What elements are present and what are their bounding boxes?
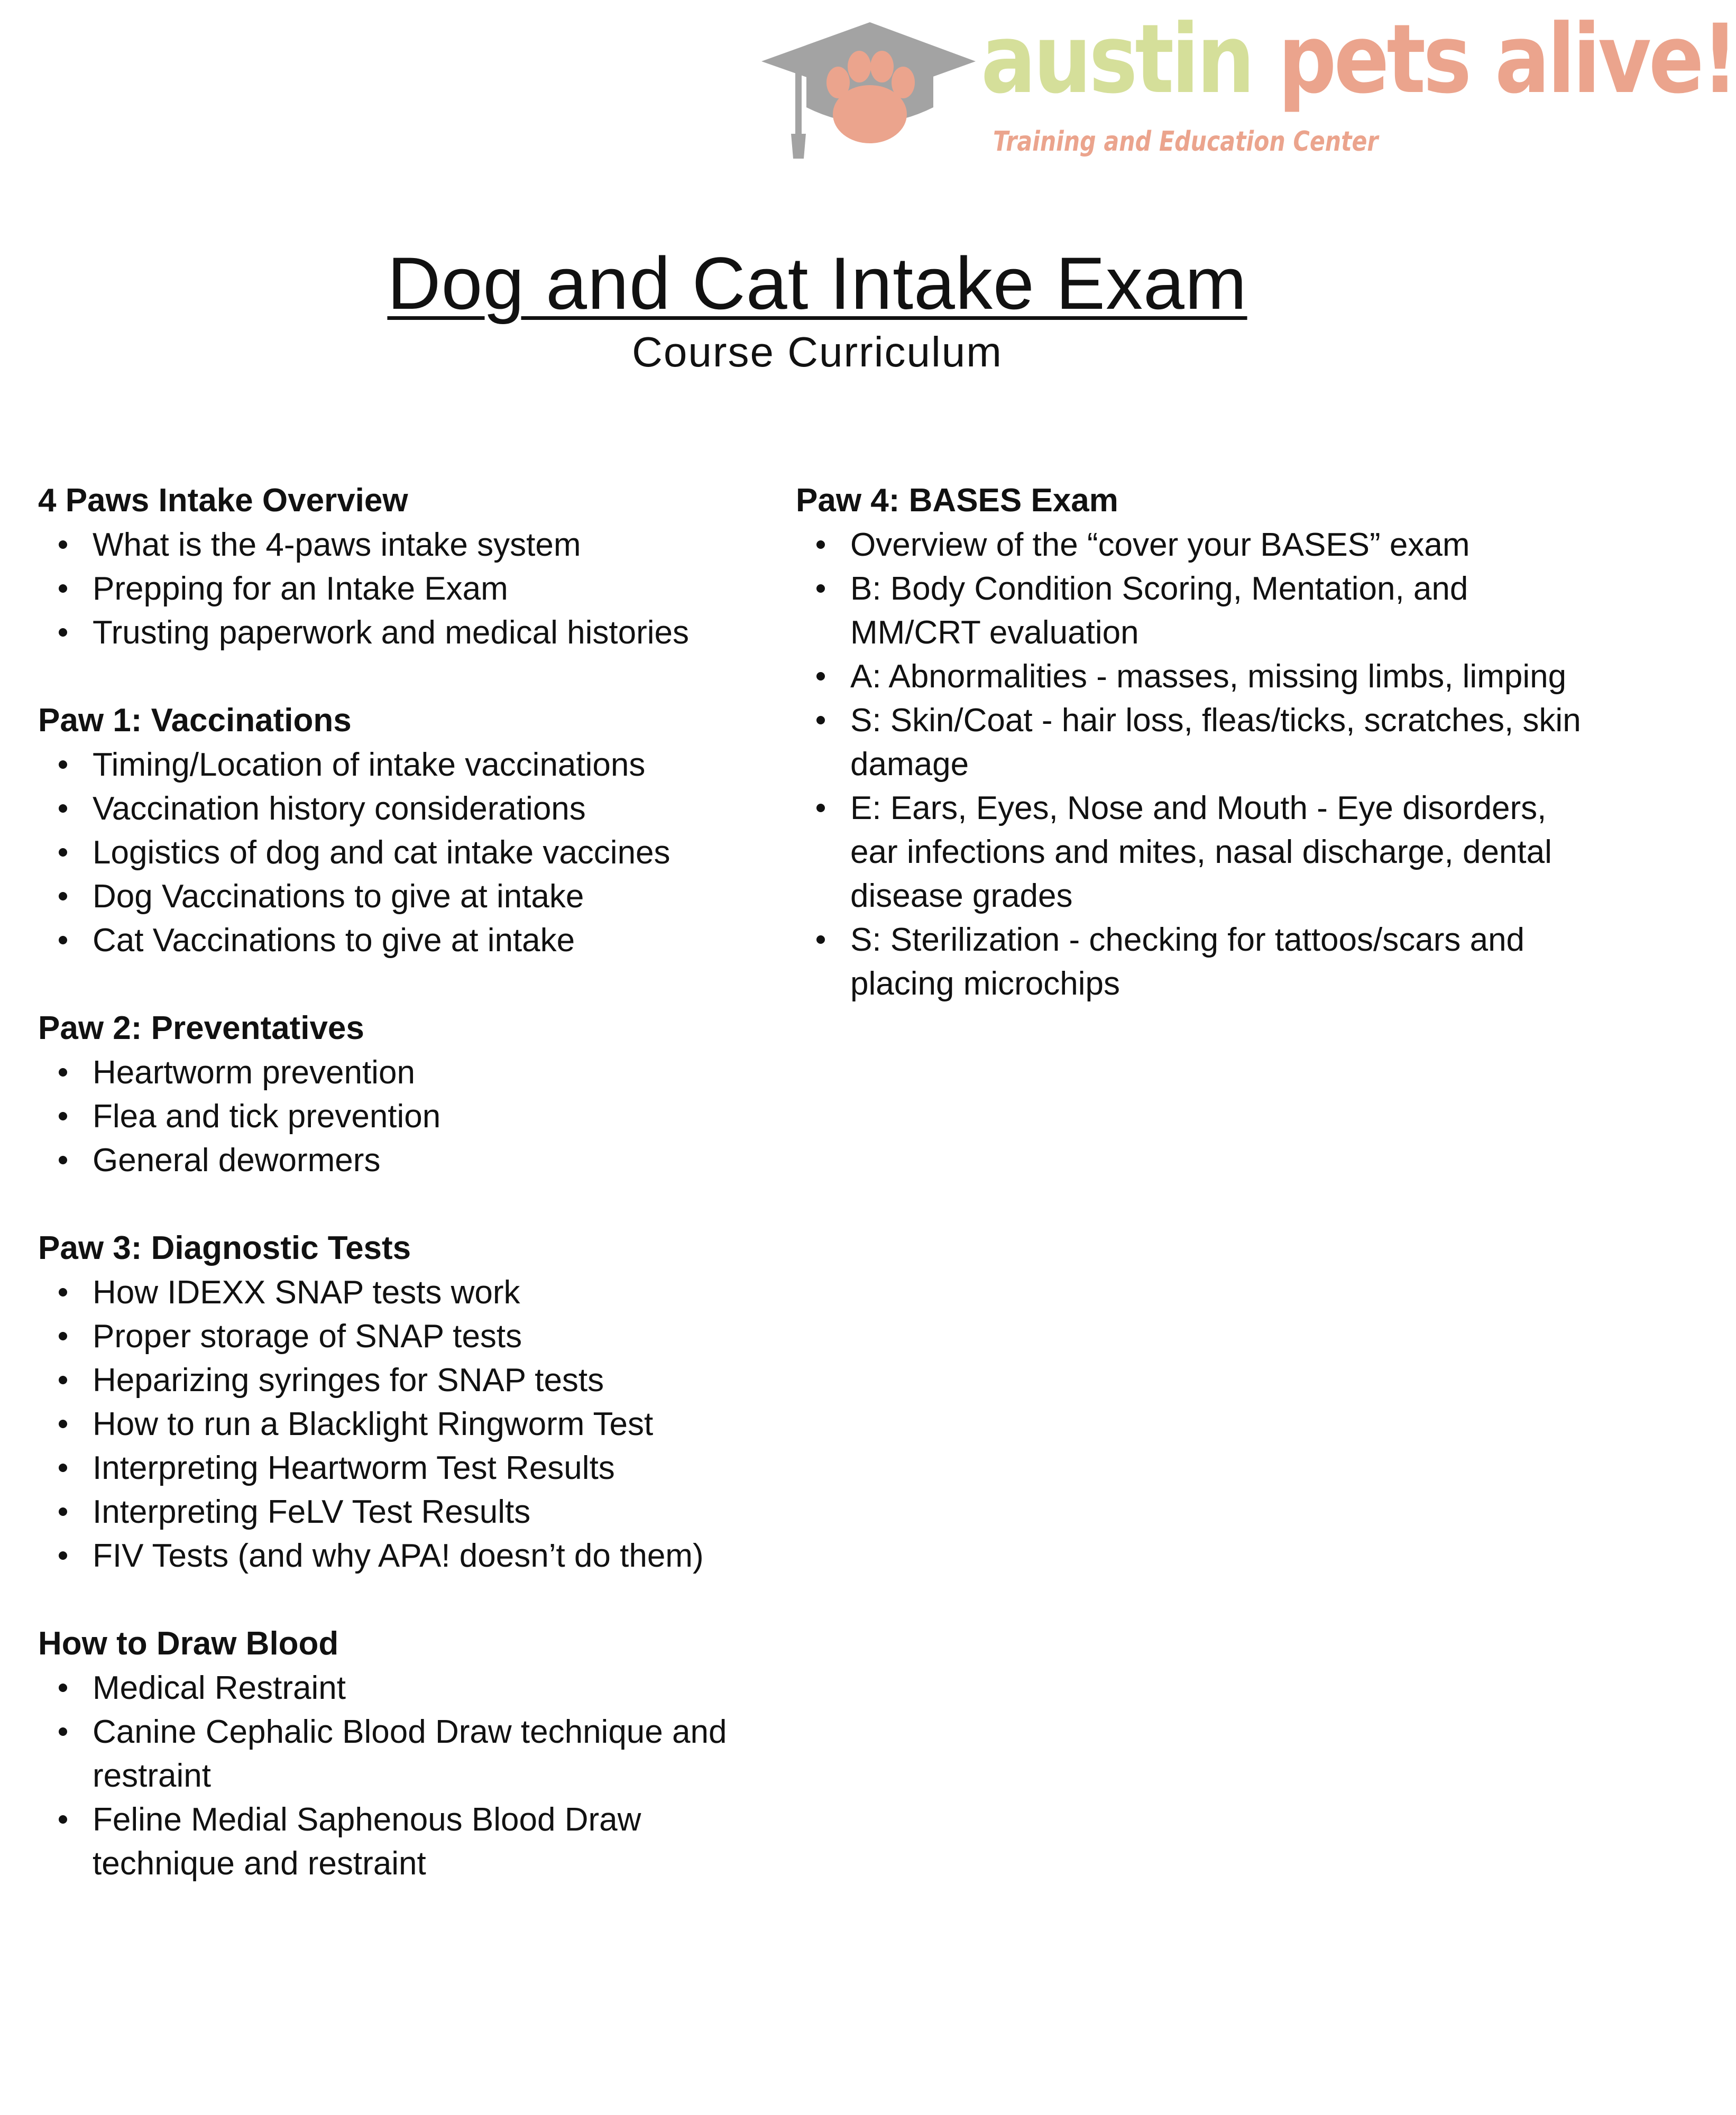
list-item: How IDEXX SNAP tests work — [93, 1271, 768, 1314]
section-heading: How to Draw Blood — [38, 1625, 339, 1662]
page-title: Dog and Cat Intake Exam — [387, 242, 1247, 325]
section-heading: 4 Paws Intake Overview — [38, 482, 408, 519]
list-item: Heparizing syringes for SNAP tests — [93, 1358, 768, 1402]
logo — [761, 4, 1736, 163]
list-item: Dog Vaccinations to give at intake — [93, 875, 768, 918]
section-paw-1-vaccinations — [38, 698, 768, 962]
bullet-list — [796, 523, 1589, 1006]
left-column — [38, 479, 768, 1929]
logo-wordmark — [981, 4, 1736, 115]
section-heading: Paw 1: Vaccinations — [38, 702, 352, 739]
bullet-list — [38, 523, 768, 655]
list-item: Flea and tick prevention — [93, 1095, 768, 1138]
list-item: Medical Restraint — [93, 1666, 768, 1710]
list-item: Vaccination history considerations — [93, 787, 768, 831]
list-item: A: Abnormalities - masses, missing limbs, limping — [850, 655, 1589, 698]
list-item: Prepping for an Intake Exam — [93, 567, 768, 611]
section-4-paws-intake-overview — [38, 479, 768, 655]
list-item: FIV Tests (and why APA! doesn’t do them) — [93, 1534, 768, 1578]
list-item: What is the 4-paws intake system — [93, 523, 768, 567]
logo-word-austin: austin — [981, 4, 1253, 115]
list-item: S: Sterilization - checking for tattoos/scars and placing microchips — [850, 918, 1589, 1006]
list-item: Cat Vaccinations to give at intake — [93, 918, 768, 962]
right-column — [796, 479, 1589, 1050]
section-heading: Paw 3: Diagnostic Tests — [38, 1230, 411, 1266]
list-item: Trusting paperwork and medical histories — [93, 611, 768, 655]
list-item: Interpreting FeLV Test Results — [93, 1490, 768, 1534]
list-item: Timing/Location of intake vaccinations — [93, 743, 768, 787]
section-how-to-draw-blood — [38, 1622, 768, 1886]
logo-tagline: Training and Education Center — [993, 126, 1379, 158]
list-item: E: Ears, Eyes, Nose and Mouth - Eye disorders, ear infections and mites, nasal discharge, dental disease grades — [850, 786, 1589, 918]
list-item: Proper storage of SNAP tests — [93, 1314, 768, 1358]
list-item: Overview of the “cover your BASES” exam — [850, 523, 1589, 567]
list-item: Interpreting Heartworm Test Results — [93, 1446, 768, 1490]
section-paw-3-diagnostic-tests — [38, 1226, 768, 1578]
bullet-list — [38, 1051, 768, 1182]
section-paw-4-bases-exam — [796, 479, 1589, 1006]
list-item: Canine Cephalic Blood Draw technique and restraint — [93, 1710, 768, 1798]
list-item: Feline Medial Saphenous Blood Draw technique and restraint — [93, 1798, 768, 1886]
list-item: B: Body Condition Scoring, Mentation, and MM/CRT evaluation — [850, 567, 1589, 655]
bullet-list — [38, 1666, 768, 1886]
list-item: Heartworm prevention — [93, 1051, 768, 1095]
bullet-list — [38, 743, 768, 962]
bullet-list — [38, 1271, 768, 1578]
section-heading: Paw 2: Preventatives — [38, 1010, 364, 1046]
logo-word-pets-alive: pets alive! — [1278, 4, 1736, 115]
list-item: General dewormers — [93, 1138, 768, 1182]
list-item: Logistics of dog and cat intake vaccines — [93, 831, 768, 875]
list-item: S: Skin/Coat - hair loss, fleas/ticks, scratches, skin damage — [850, 698, 1589, 786]
section-heading: Paw 4: BASES Exam — [796, 482, 1118, 519]
graduation-cap-paw-icon — [761, 20, 984, 163]
page-subtitle: Course Curriculum — [632, 328, 1003, 375]
list-item: How to run a Blacklight Ringworm Test — [93, 1402, 768, 1446]
section-paw-2-preventatives — [38, 1006, 768, 1182]
